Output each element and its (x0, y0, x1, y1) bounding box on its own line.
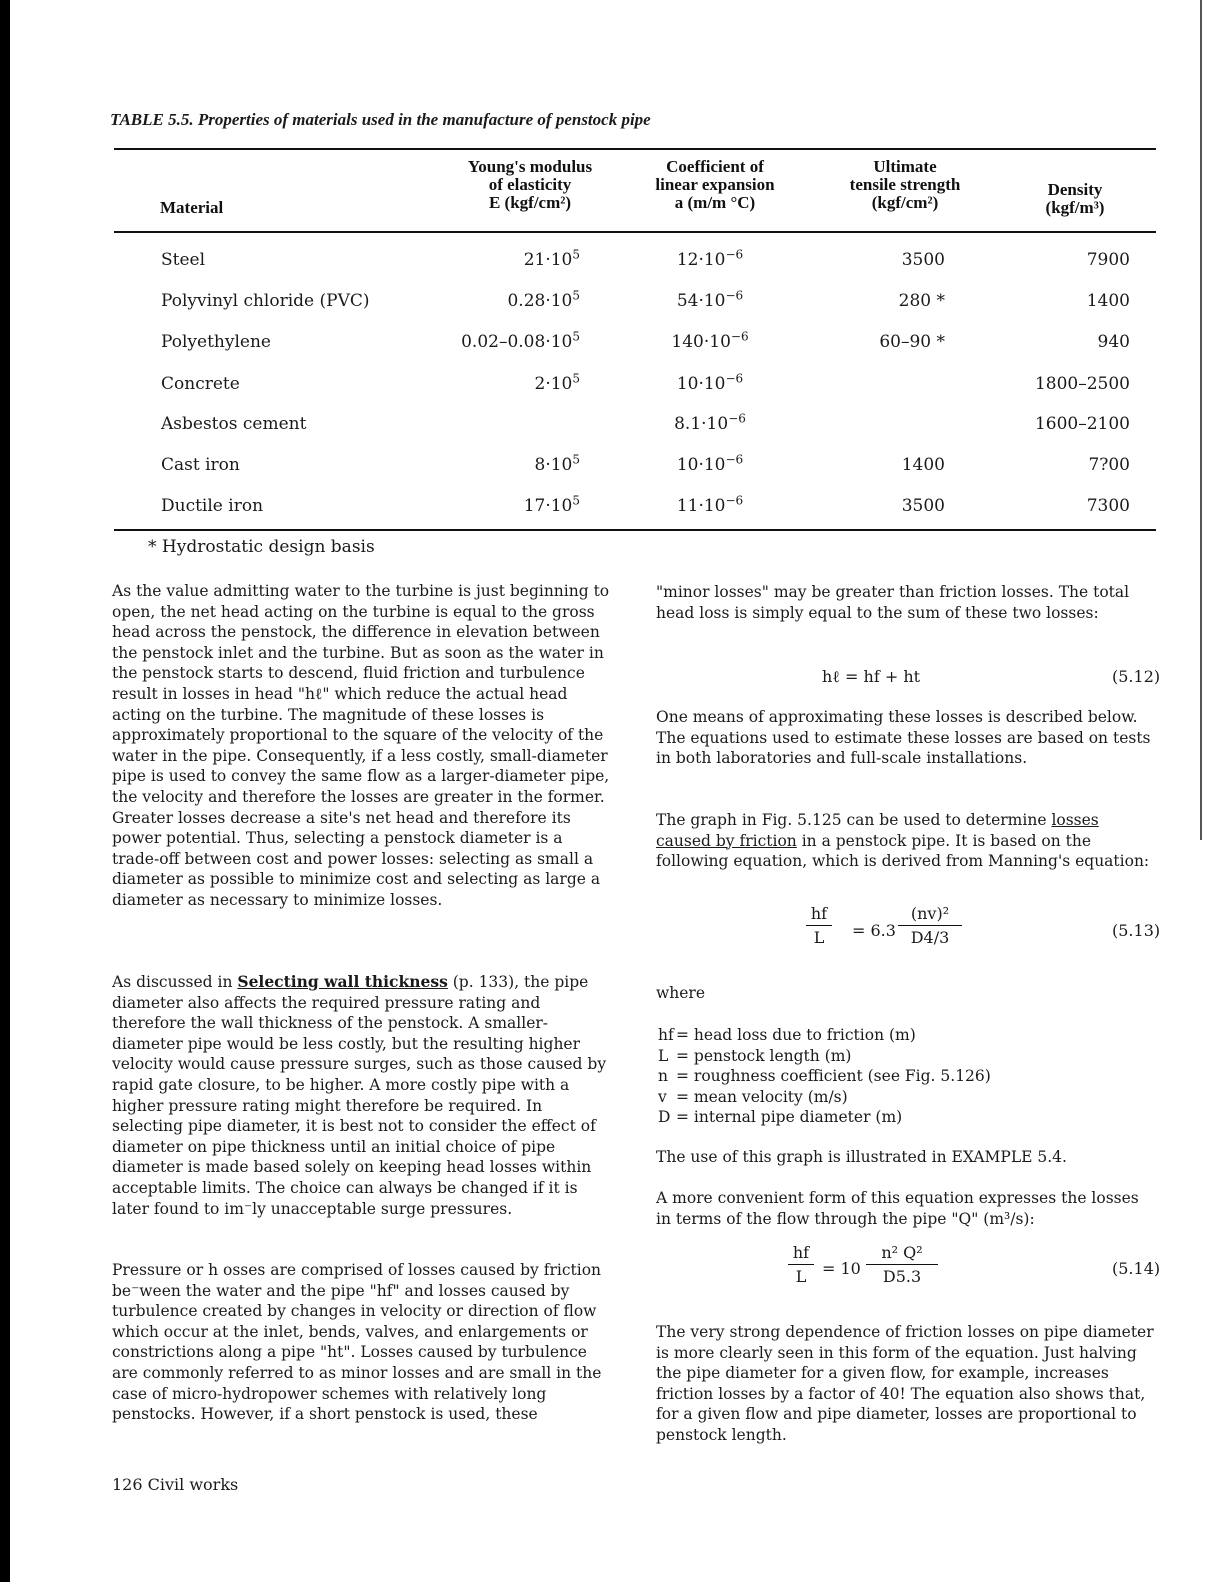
table-cell-material: Polyvinyl chloride (PVC) (161, 291, 370, 311)
table-cell-youngs: $0.28\cdot 10^5$ (507, 288, 580, 311)
variable-symbol: D (658, 1108, 671, 1127)
variable-description: = mean velocity (m/s) (676, 1087, 848, 1106)
variable-description: = penstock length (m) (676, 1046, 852, 1065)
losses-caused-by-friction: losses caused by friction (656, 811, 1099, 850)
table-cell-youngs: $0.02-0.08\cdot 10^5$ (461, 329, 580, 352)
table-cell-youngs: $8\cdot 10^5$ (534, 452, 580, 475)
equation-5-12-number: (5.12) (1112, 667, 1161, 686)
header-material: Material (160, 198, 224, 217)
table-cell-density: 1800–2500 (1034, 374, 1130, 394)
left-paragraph-2: As discussed in Selecting wall thickness (p. 133), the pipe diameter also affects the required pressure rating and therefore the wall thickness of the penstock. A smaller-diameter pipe would be less costly, but the resulting higher velocity would cause pressure surges, such as those caused by rapid gate closure, to be higher. A more costly pipe with a higher pressure rating might therefore be required. In selecting pipe diameter, it is best not to consider the effect of diameter on pipe thickness until an initial choice of pipe diameter is made based solely on keeping head losses within acceptable limits. The choice can always be changed if it is later found to im⁻ly unacceptable surge pressures. (112, 972, 607, 1218)
right-paragraph-4: The use of this graph is illustrated in EXAMPLE 5.4. (656, 1148, 1067, 1166)
right-paragraph-5: A more convenient form of this equation expresses the losses in terms of the flow through the pipe "Q" (m³/s): (656, 1189, 1139, 1228)
scan-edge-left (0, 0, 10, 1582)
header-tensile-strength: Ultimate tensile strength (kgf/cm²) (849, 157, 961, 212)
table-cell-density: 7300 (1086, 496, 1130, 516)
left-paragraph-3: Pressure or h osses are comprised of losses caused by friction be⁻ween the water and the pipe "hf" and losses caused by turbulence created by changes in velocity or direction of flow which occur at the inlet, bends, valves, and enlargements or constrictions along a pipe "ht". Losses caused by turbulence are commonly referred to as minor losses and are small in the case of micro-hydropower schemes with relatively long penstocks. However, if a short penstock is used, these (112, 1261, 602, 1424)
table-cell-tensile: 280 * (898, 291, 945, 311)
equation-5-14-coefficient: = 10 (822, 1259, 861, 1278)
equation-5-14-number: (5.14) (1112, 1259, 1161, 1278)
variable-description: = internal pipe diameter (m) (676, 1108, 903, 1127)
table-cell-tensile: 1400 (901, 455, 945, 475)
left-paragraph-1: As the value admitting water to the turbine is just beginning to open, the net head acting on the turbine is equal to the gross head across the penstock, the difference in elevation between the penstock inlet and the turbine. But as soon as the water in the penstock starts to descend, fluid friction and turbulence result in losses in head "hℓ" which reduce the actual head acting on the turbine. The magnitude of these losses is approximately proportional to the square of the velocity of the water in the pipe. Consequently, if a less costly, small-diameter pipe is used to convey the same flow as a larger-diameter pipe, the velocity and therefore the losses are greater in the former. Greater losses decrease a site's net head and therefore its power potential. Thus, selecting a penstock diameter is a trade-off between cost and power losses: selecting as small a diameter as possible to minimize cost and selecting as large a diameter as necessary to minimize losses. (112, 582, 610, 909)
equation-5-12: hℓ = hf + ht (822, 667, 921, 686)
table-cell-material: Ductile iron (161, 496, 264, 516)
header-density: Density (kgf/m³) (1045, 180, 1105, 217)
right-paragraph-6: The very strong dependence of friction losses on pipe diameter is more clearly seen in this form of the equation. Just halving the pipe diameter for a given flow, for example, increases friction losses by a factor of 40! The equation also shows that, for a given flow and pipe diameter, losses are proportional to penstock length. (656, 1323, 1154, 1444)
equation-5-13-rhs: (nv)² D4/3 (898, 904, 962, 947)
equation-5-13-coefficient: = 6.3 (852, 921, 896, 940)
table-cell-youngs: $17\cdot 10^5$ (523, 493, 580, 516)
table-cell-coefficient: $10\cdot 10^{-6}$ (676, 452, 744, 475)
table-cell-youngs: $21\cdot 10^5$ (523, 247, 580, 270)
table-title-text: Properties of materials used in the manufacture of penstock pipe (197, 110, 651, 129)
variable-definition (658, 1087, 991, 1108)
equation-5-14-rhs: n² Q² D5.3 (866, 1243, 938, 1286)
table-rule-top (114, 148, 1156, 150)
link-selecting-wall-thickness[interactable]: Selecting wall thickness (237, 972, 448, 991)
variable-definition (658, 1046, 991, 1067)
table-cell-material: Concrete (161, 374, 240, 394)
variable-symbol: n (658, 1067, 668, 1086)
table-title-label: TABLE 5.5. (110, 110, 194, 129)
table-cell-coefficient: $10\cdot 10^{-6}$ (676, 371, 744, 394)
table-footnote: * Hydrostatic design basis (148, 537, 375, 557)
table-cell-material: Cast iron (161, 455, 240, 475)
header-coefficient: Coefficient of linear expansion a (m/m °C) (655, 157, 775, 212)
table-title (110, 110, 651, 130)
variable-definition (658, 1025, 991, 1046)
variable-description: = roughness coefficient (see Fig. 5.126) (676, 1067, 991, 1086)
right-paragraph-2: One means of approximating these losses is described below. The equations used to estimate these losses are based on tests in both laboratories and full-scale installations. (656, 708, 1151, 768)
table-cell-coefficient: $8.1\cdot 10^{-6}$ (674, 411, 746, 434)
variable-definition (658, 1107, 991, 1128)
table-cell-youngs: $2\cdot 10^5$ (534, 371, 580, 394)
table-cell-density: 1600–2100 (1034, 414, 1130, 434)
variable-definitions (658, 1025, 991, 1128)
table-cell-density: 1400 (1086, 291, 1130, 311)
table-cell-tensile: 3500 (901, 496, 945, 516)
scan-edge-right (1200, 0, 1202, 840)
table-rule-bottom (114, 529, 1156, 531)
equation-5-13-lhs: hf L (806, 904, 832, 947)
page-footer: 126 Civil works (112, 1475, 239, 1494)
variable-description: = head loss due to friction (m) (676, 1026, 916, 1044)
table-cell-coefficient: $12\cdot 10^{-6}$ (676, 247, 744, 270)
table-cell-density: 7?00 (1088, 455, 1130, 475)
table-cell-tensile: 3500 (901, 250, 945, 270)
equation-5-13-number: (5.13) (1112, 921, 1161, 940)
table-cell-coefficient: $54\cdot 10^{-6}$ (676, 288, 744, 311)
where-label: where (656, 984, 706, 1002)
table-cell-density: 7900 (1086, 250, 1130, 270)
variable-symbol: L (658, 1046, 669, 1065)
equation-5-14-lhs: hf L (788, 1243, 814, 1286)
right-paragraph-3: The graph in Fig. 5.125 can be used to determine losses caused by friction in a penstock pipe. It is based on the following equation, which is derived from Manning's equation: (656, 811, 1150, 871)
right-paragraph-1: "minor losses" may be greater than friction losses. The total head loss is simply equal to the sum of these two losses: (656, 583, 1130, 622)
variable-symbol: hf (658, 1026, 674, 1044)
table-cell-material: Asbestos cement (161, 414, 307, 434)
variable-definition (658, 1066, 991, 1087)
table-cell-material: Steel (161, 250, 206, 270)
table-cell-tensile: 60–90 * (879, 332, 945, 352)
table-rule-header (114, 231, 1156, 233)
header-youngs-modulus: Young's modulus of elasticity E (kgf/cm²) (467, 157, 593, 212)
table-cell-coefficient: $11\cdot 10^{-6}$ (676, 493, 744, 516)
variable-symbol: v (658, 1087, 667, 1106)
table-cell-density: 940 (1097, 332, 1130, 352)
table-cell-coefficient: $140\cdot 10^{-6}$ (671, 329, 749, 352)
table-cell-material: Polyethylene (161, 332, 271, 352)
